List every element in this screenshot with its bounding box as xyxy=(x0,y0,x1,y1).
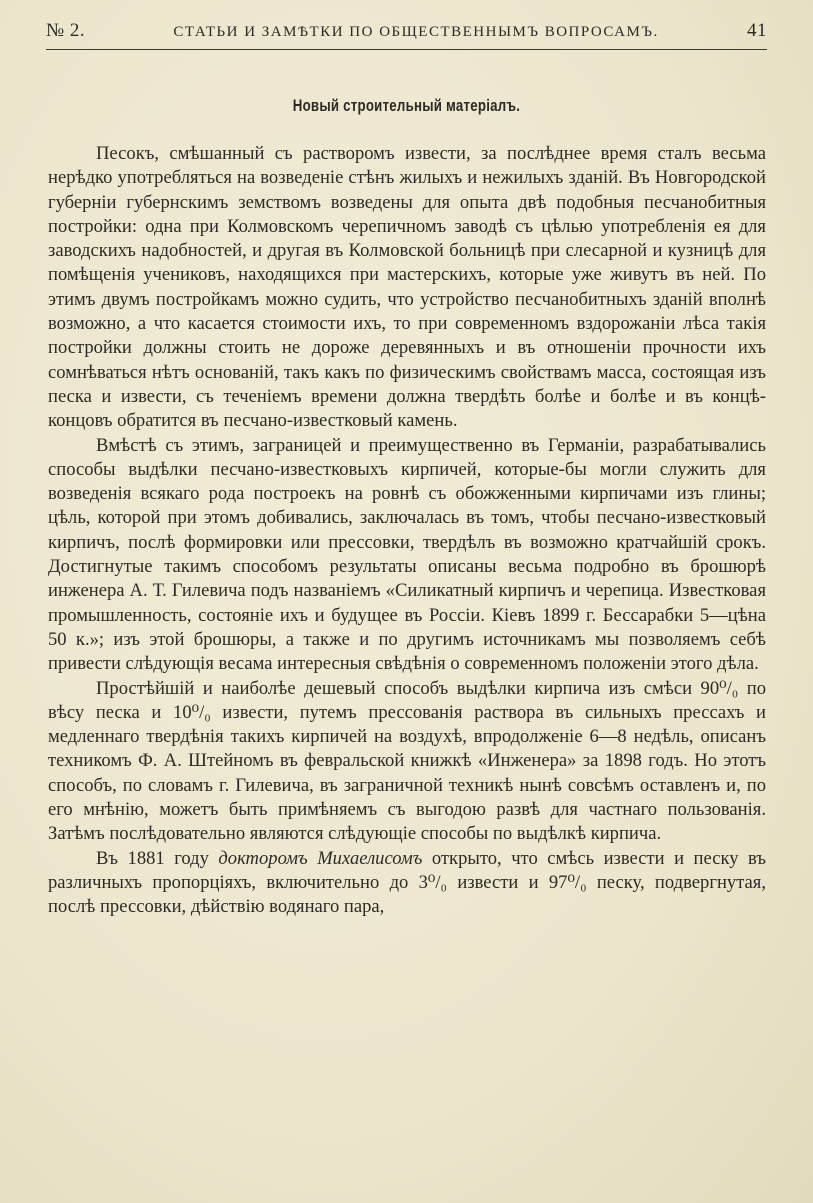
paragraph xyxy=(48,847,766,920)
page-number: 41 xyxy=(746,20,767,41)
article-title: Новый строительный матеріалъ. xyxy=(292,96,521,115)
running-header xyxy=(46,20,767,42)
paragraph: Вмѣстѣ съ этимъ, заграницей и преимущественно въ Германіи, разрабатывались способы выдѣлки песчано-известковыхъ кирпичей, которые-бы могли служить для возведенія всякаго рода построекъ на ровнѣ съ обожженными кирпичами изъ глины; цѣль, которой при этомъ добивались, заключалась въ томъ, чтобы песчано-известковый кирпичъ, послѣ формировки или прессовки, твердѣлъ въ возможно кратчайшій срокъ. Достигнутые такимъ способомъ результаты описаны весьма подробно въ брошюрѣ инженера А. Т. Гилевича подъ названіемъ «Силикатный кирпичъ и черепица. Известковая промышленность, состояніе ихъ и будущее въ Россіи. Кіевъ 1899 г. Бессарабки 5—цѣна 50 к.»; изъ этой брошюры, а также и по другимъ источникамъ мы позволяемъ себѣ привести слѣдующія весама интересныя свѣдѣнія о современномъ положеніи этого дѣла. xyxy=(48,434,766,675)
paragraph-text: Въ 1881 году xyxy=(96,847,219,869)
italic-name: докторомъ Михаелисомъ xyxy=(218,847,423,869)
section-title: СТАТЬИ И ЗАМѢТКИ ПО ОБЩЕСТВЕННЫМЪ ВОПРОСАМЪ. xyxy=(173,24,659,40)
paragraph-text: открыто, что смѣсь извести и песку въ различныхъ пропорціяхъ, включительно до 3⁰/₀ извести и 97⁰/₀ песку, подвергнутая, послѣ прессовки, дѣйствію водянаго пара, xyxy=(48,847,766,918)
header-rule xyxy=(46,49,767,50)
paragraph: Песокъ, смѣшанный съ растворомъ извести, за послѣднее время сталъ весьма нерѣдко употребляться на возведеніе стѣнъ жилыхъ и нежилыхъ зданій. Въ Новгородской губерніи губернскимъ земствомъ возведены для опыта двѣ подобныя песчанобитныя постройки: одна при Колмовскомъ черепичномъ заводѣ съ цѣлью употребленія ея для заводскихъ надобностей, и другая въ Колмовской больницѣ при слесарной и кузницѣ для помѣщенія учениковъ, находящихся при мастерскихъ, которые уже живутъ въ ней. По этимъ двумъ постройкамъ можно судить, что устройство песчанобитныхъ зданій вполнѣ возможно, а что касается стоимости ихъ, то при современномъ вздорожаніи лѣса такія постройки должны стоить не дороже деревянныхъ и въ отношеніи прочности ихъ сомнѣваться нѣтъ основаній, такъ какъ по физическимъ свойствамъ масса, состоящая изъ песка и извести, съ теченіемъ времени должна твердѣть болѣе и болѣе и въ концѣ-концовъ обратится въ песчано-известковый камень. xyxy=(48,143,766,432)
paragraph: Простѣйшій и наиболѣе дешевый способъ выдѣлки кирпича изъ смѣси 90⁰/₀ по вѣсу песка и 10⁰/₀ извести, путемъ прессованія раствора въ сильныхъ прессахъ и медленнаго твердѣнія такихъ кирпичей на воздухѣ, впродолженіе 6—8 недѣль, описанъ техникомъ Ф. А. Штейномъ въ февральской книжкѣ «Инженера» за 1898 годъ. Но этотъ способъ, по словамъ г. Гилевича, въ заграничной техникѣ нынѣ совсѣмъ оставленъ и, по его мнѣнію, можетъ быть примѣняемъ съ выгодою развѣ для частнаго пользованія. Затѣмъ послѣдовательно являются слѣдующіе способы по выдѣлкѣ кирпича. xyxy=(48,677,766,845)
issue-number: № 2. xyxy=(46,20,86,41)
article-body xyxy=(48,142,766,920)
